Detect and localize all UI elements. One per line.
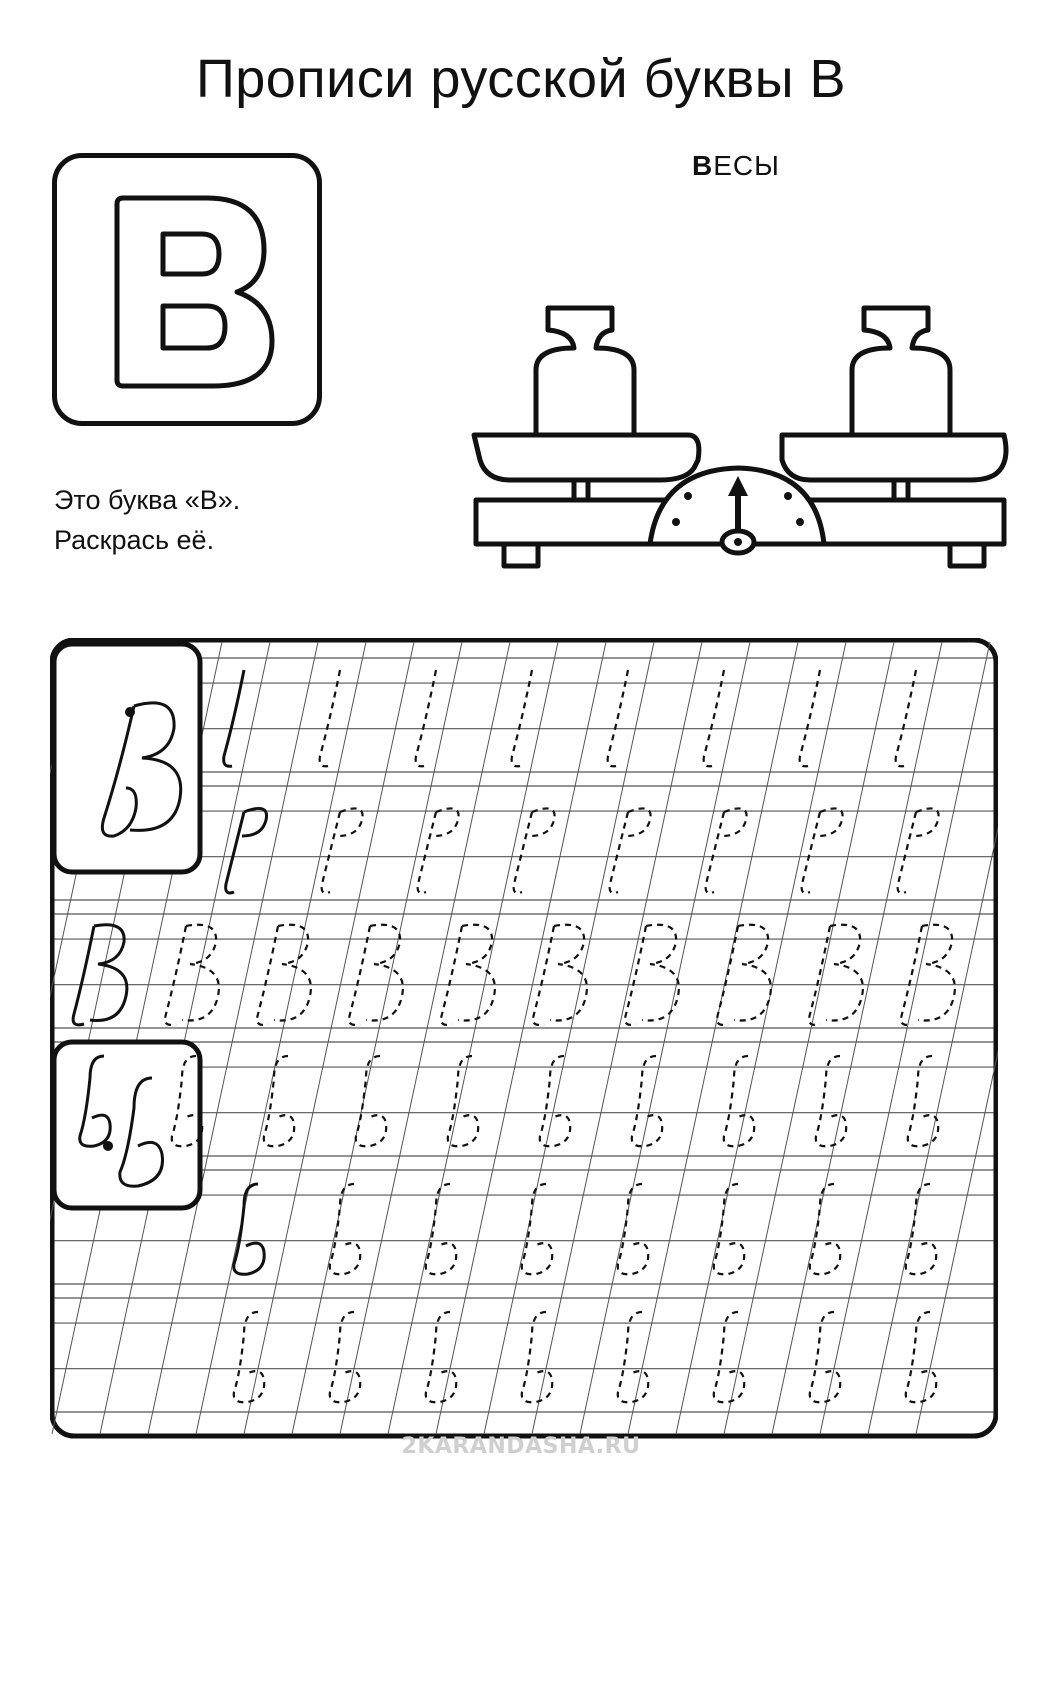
- slant-line: [388, 642, 558, 1434]
- dashed-trace-glyph: [906, 1184, 936, 1274]
- balance-scales-icon: [470, 290, 1010, 580]
- dashed-trace-glyph: [608, 670, 628, 766]
- slant-line: [868, 642, 998, 1434]
- slant-line: [196, 642, 366, 1434]
- dashed-trace-glyph: [512, 670, 532, 766]
- dashed-trace-glyph: [809, 925, 863, 1025]
- instruction-line-2: Раскрась её.: [54, 525, 215, 555]
- instruction-text: [54, 480, 240, 560]
- dashed-trace-glyph: [320, 670, 340, 766]
- dashed-trace-glyph: [908, 1056, 938, 1146]
- solid-glyph: [234, 1184, 264, 1274]
- slant-line: [244, 642, 414, 1434]
- slant-line: [484, 642, 654, 1434]
- slant-line: [724, 642, 894, 1434]
- dashed-trace-glyph: [330, 1312, 360, 1402]
- slant-line: [292, 642, 462, 1434]
- dashed-trace-glyph: [810, 1184, 840, 1274]
- solid-glyph: [224, 670, 244, 766]
- dashed-trace-glyph: [356, 1056, 386, 1146]
- dashed-trace-glyph: [714, 1184, 744, 1274]
- dashed-trace-glyph: [901, 925, 955, 1025]
- dashed-trace-glyph: [896, 670, 916, 766]
- dashed-trace-glyph: [906, 1312, 936, 1402]
- dashed-trace-glyph: [800, 670, 820, 766]
- dashed-trace-glyph: [165, 925, 219, 1025]
- practice-row-uppercase-v-stem: [224, 670, 916, 766]
- dashed-trace-glyph: [632, 1056, 662, 1146]
- dashed-trace-glyph: [522, 1184, 552, 1274]
- instruction-line-1: Это буква «В».: [54, 485, 241, 515]
- dashed-trace-glyph: [330, 1184, 360, 1274]
- dashed-trace-glyph: [416, 670, 436, 766]
- dashed-trace-glyph: [426, 1184, 456, 1274]
- dashed-trace-glyph: [717, 925, 771, 1025]
- word-first-letter: В: [692, 150, 714, 181]
- dashed-trace-glyph: [816, 1056, 846, 1146]
- dashed-trace-glyph: [234, 1312, 264, 1402]
- slant-line: [580, 642, 750, 1434]
- solid-glyph: [73, 925, 127, 1025]
- slant-line: [772, 642, 942, 1434]
- dashed-trace-glyph: [533, 925, 587, 1025]
- slant-line: [436, 642, 606, 1434]
- dashed-trace-glyph: [618, 1184, 648, 1274]
- dashed-trace-glyph: [257, 925, 311, 1025]
- outlined-letter-v-icon: [57, 158, 317, 421]
- word-rest: ЕСЫ: [713, 150, 780, 181]
- handwriting-practice-sheet: [50, 638, 998, 1686]
- lowercase-sample-box: [54, 1042, 200, 1208]
- page-title: Прописи русской буквы В: [195, 49, 847, 109]
- dashed-trace-glyph: [810, 1312, 840, 1402]
- dashed-trace-glyph: [426, 1312, 456, 1402]
- practice-grid: [50, 638, 998, 1686]
- word-label: [692, 150, 780, 182]
- letter-card: [52, 153, 322, 426]
- site-watermark: 2KARANDASHA.RU: [401, 1434, 641, 1459]
- dashed-trace-glyph: [714, 1312, 744, 1402]
- practice-row-lowercase-v: [234, 1312, 936, 1402]
- slant-line: [676, 642, 846, 1434]
- dashed-trace-glyph: [724, 1056, 754, 1146]
- slant-line: [916, 642, 998, 1434]
- dashed-trace-glyph: [618, 1312, 648, 1402]
- dashed-trace-glyph: [704, 670, 724, 766]
- slant-line: [820, 642, 990, 1434]
- dashed-trace-glyph: [349, 925, 403, 1025]
- dashed-trace-glyph: [522, 1312, 552, 1402]
- practice-row-lowercase-v: [234, 1184, 936, 1274]
- slant-line: [628, 642, 798, 1434]
- uppercase-sample-box: [54, 644, 200, 872]
- practice-row-uppercase-v-stem-with-loop: [226, 808, 939, 893]
- slant-line: [532, 642, 702, 1434]
- practice-row-lowercase-v-stem: [80, 1056, 938, 1146]
- slant-line: [340, 642, 510, 1434]
- dashed-trace-glyph: [264, 1056, 294, 1146]
